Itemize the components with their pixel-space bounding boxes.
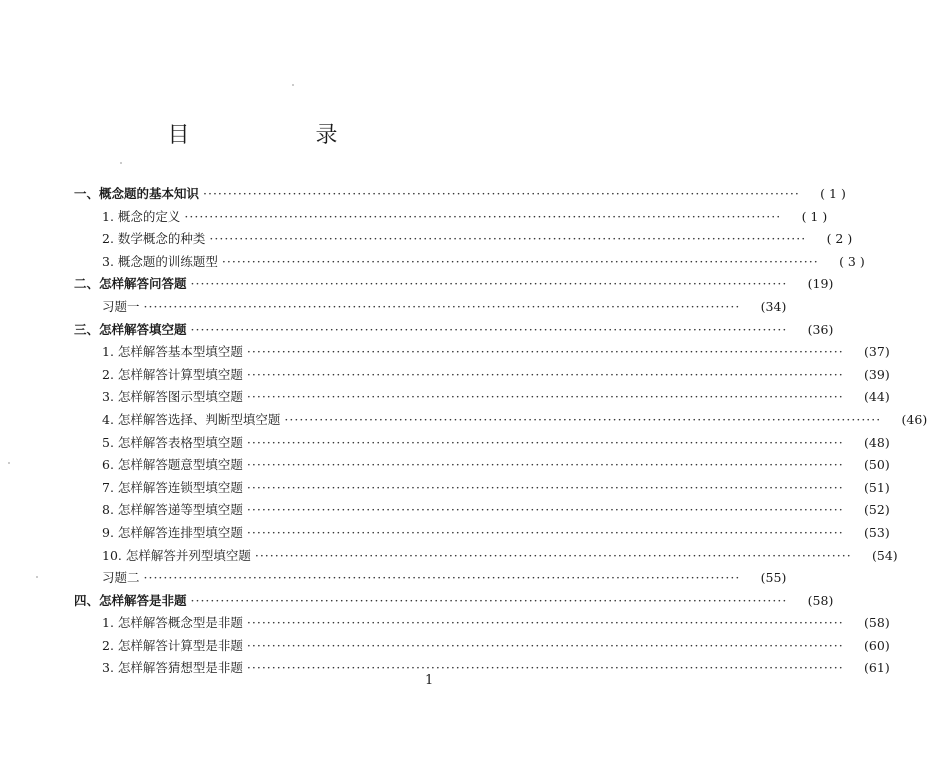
toc-entry-page: (61)	[864, 660, 890, 676]
toc-entry	[74, 657, 890, 680]
toc-entry-label: 1. 怎样解答基本型填空题	[102, 344, 243, 360]
dot-leader: ························································································································	[190, 592, 788, 608]
toc-entry-label: 三、怎样解答填空题	[74, 321, 187, 337]
scan-speck	[120, 162, 122, 164]
toc-entry-page: (19)	[807, 276, 834, 292]
toc-entry-label: 2. 怎样解答计算型是非题	[102, 637, 243, 653]
toc-entry-page: (50)	[864, 457, 890, 473]
toc-entry	[74, 477, 890, 500]
toc-entry	[74, 432, 890, 455]
toc-entry-page: (60)	[864, 637, 890, 653]
toc-entry	[74, 341, 890, 364]
toc-entry-label: 四、怎样解答是非题	[74, 592, 187, 608]
toc-entry-page: ( 1 )	[820, 186, 846, 201]
toc-entry-label: 一、概念题的基本知识	[74, 186, 200, 201]
toc-entry-label: 9. 怎样解答连排型填空题	[102, 524, 243, 540]
toc-entry	[74, 635, 890, 658]
dot-leader: ························································································································	[246, 457, 844, 473]
toc-entry-page: (58)	[864, 615, 890, 631]
toc-entry-page: (34)	[760, 298, 787, 314]
toc-section	[74, 590, 834, 613]
scan-speck	[36, 576, 38, 578]
page-number: 1	[425, 673, 434, 688]
dot-leader: ························································································································	[184, 208, 782, 224]
table-of-contents	[74, 183, 927, 680]
toc-entry-label: 10. 怎样解答并列型填空题	[102, 547, 251, 563]
toc-entry	[74, 499, 890, 522]
toc-entry-label: 2. 数学概念的种类	[102, 231, 206, 247]
toc-entry-label: 习题一	[102, 298, 140, 314]
dot-leader: ························································································································	[246, 366, 844, 382]
scan-speck	[8, 462, 10, 464]
toc-entry-label: 1. 怎样解答概念型是非题	[102, 615, 243, 631]
toc-entry-page: (52)	[864, 502, 890, 518]
toc-entry-page: ( 3 )	[839, 253, 865, 269]
toc-entry	[74, 409, 927, 432]
page-title: 目 录	[167, 123, 390, 148]
dot-leader: ························································································································	[209, 231, 807, 247]
dot-leader: ························································································································	[246, 637, 844, 653]
dot-leader: ························································································································	[190, 276, 788, 292]
dot-leader: ························································································································	[190, 321, 788, 337]
toc-entry-label: 4. 怎样解答选择、判断型填空题	[102, 411, 281, 427]
toc-entry-label: 习题二	[102, 570, 140, 586]
scan-speck	[292, 84, 294, 86]
dot-leader: ························································································································	[246, 434, 844, 450]
toc-entry-label: 3. 怎样解答猜想型是非题	[102, 660, 243, 676]
dot-leader: ························································································································	[143, 298, 741, 314]
toc-entry-label: 6. 怎样解答题意型填空题	[102, 457, 243, 473]
toc-entry-page: ( 2 )	[826, 231, 853, 247]
toc-entry-label: 5. 怎样解答表格型填空题	[102, 434, 243, 450]
toc-entry	[74, 386, 890, 409]
toc-entry-page: ( 1 )	[801, 208, 828, 224]
toc-entry-page: (54)	[872, 547, 898, 563]
dot-leader: ························································································································	[203, 186, 800, 201]
toc-entry-page: (53)	[864, 524, 890, 540]
toc-entry-page: (58)	[807, 592, 834, 608]
toc-entry	[74, 545, 898, 568]
toc-section	[74, 183, 846, 206]
toc-entry-label: 二、怎样解答问答题	[74, 276, 187, 292]
toc-entry	[74, 364, 890, 387]
dot-leader: ························································································································	[246, 615, 844, 631]
dot-leader: ························································································································	[284, 411, 882, 427]
toc-entry	[74, 522, 890, 545]
toc-entry-page: (48)	[864, 434, 890, 450]
toc-entry-page: (39)	[864, 366, 890, 382]
toc-entry-label: 3. 怎样解答图示型填空题	[102, 389, 243, 405]
toc-entry	[74, 612, 890, 635]
dot-leader: ························································································································	[143, 570, 741, 586]
dot-leader: ························································································································	[246, 660, 844, 676]
toc-entry-label: 1. 概念的定义	[102, 208, 181, 224]
toc-entry	[74, 296, 787, 319]
toc-entry	[74, 567, 787, 590]
toc-entry-label: 8. 怎样解答递等型填空题	[102, 502, 243, 518]
dot-leader: ························································································································	[246, 524, 844, 540]
dot-leader: ························································································································	[246, 344, 844, 360]
toc-entry-page: (36)	[807, 321, 834, 337]
toc-entry-page: (46)	[901, 411, 927, 427]
dot-leader: ························································································································	[221, 253, 819, 269]
toc-entry-page: (51)	[864, 479, 890, 495]
toc-entry	[74, 251, 865, 274]
toc-entry-page: (44)	[864, 389, 890, 405]
dot-leader: ························································································································	[246, 479, 844, 495]
toc-entry-page: (37)	[864, 344, 890, 360]
toc-entry	[74, 206, 828, 229]
dot-leader: ························································································································	[246, 389, 844, 405]
dot-leader: ························································································································	[254, 547, 852, 563]
toc-section	[74, 273, 834, 296]
toc-entry-label: 7. 怎样解答连锁型填空题	[102, 479, 243, 495]
dot-leader: ························································································································	[246, 502, 844, 518]
toc-entry	[74, 228, 853, 251]
toc-entry-label: 3. 概念题的训练题型	[102, 253, 218, 269]
toc-entry-label: 2. 怎样解答计算型填空题	[102, 366, 243, 382]
toc-section	[74, 319, 834, 342]
toc-entry	[74, 454, 890, 477]
toc-entry-page: (55)	[760, 570, 787, 586]
